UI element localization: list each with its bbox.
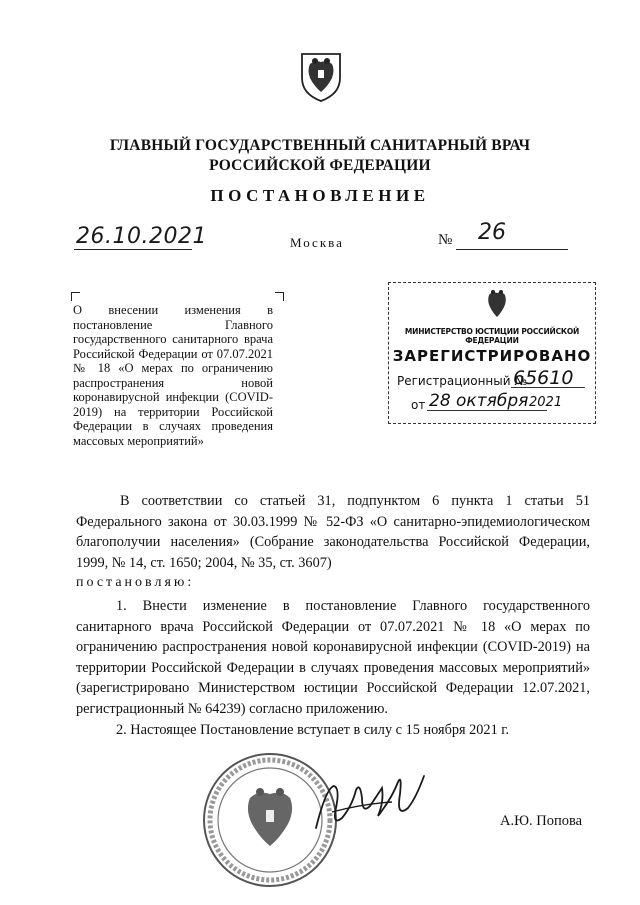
document-type: ПОСТАНОВЛЕНИЕ: [210, 186, 430, 205]
subject-bracket-right: [275, 292, 284, 301]
document-subject: О внесении изменения в постановление Главного государственного санитарного врача Российской Федерации от 07.07.2021 № 18 «О мерах по ограничению распространения новой коронавирусной инфекции (COVID-2019) на территории Российской Федерации в случаях проведения массовых мероприятий»: [73, 303, 273, 448]
date-underline: [74, 249, 192, 250]
authority-line-1: ГЛАВНЫЙ ГОСУДАРСТВЕННЫЙ САНИТАРНЫЙ ВРАЧ: [109, 137, 531, 154]
registration-stamp: [388, 282, 596, 424]
subject-bracket-left: [71, 292, 80, 301]
document-city: Москва: [290, 235, 344, 250]
stamp-reg-number: 65610: [513, 367, 574, 389]
stamp-date-underline: [427, 410, 547, 411]
item-1-paragraph: 1. Внести изменение в постановление Главного государственного санитарного врача Российской Федерации от 07.07.2021 № 18 «О мерах по ограничению распространения новой коронавирусной инфекции (COVID-2019) на территории Российской Федерации в случаях проведения массовых мероприятий» (зарегистрировано Министерством юстиции Российской Федерации 12.07.2021, регистрационный № 64239) согласно приложению.: [76, 598, 590, 717]
document-date: 26.10.2021: [76, 224, 207, 249]
stamp-reg-number-label: Регистрационный №: [397, 374, 527, 388]
stamp-date: 28 октября: [429, 391, 529, 411]
number-sign: №: [438, 232, 453, 248]
number-underline: [456, 249, 568, 250]
decree-word: постановляю:: [76, 575, 195, 590]
stamp-date-label: от: [411, 398, 426, 412]
stamp-status: ЗАРЕГИСТРИРОВАНО: [392, 347, 592, 365]
signer-name: А.Ю. Попова: [500, 813, 583, 829]
stamp-emblem-icon: [483, 287, 511, 321]
coat-of-arms-emblem: [296, 48, 346, 104]
item-2-paragraph: 2. Настоящее Постановление вступает в силу с 15 ноября 2021 г.: [116, 722, 510, 738]
authority-line-2: РОССИЙСКОЙ ФЕДЕРАЦИИ: [209, 157, 431, 174]
document-number: 26: [478, 220, 506, 245]
stamp-reg-number-underline: [511, 387, 585, 388]
stamp-year: 2021: [529, 395, 563, 410]
stamp-ministry: МИНИСТЕРСТВО ЮСТИЦИИ РОССИЙСКОЙ ФЕДЕРАЦИИ: [404, 327, 580, 345]
issuing-authority: [0, 136, 640, 176]
handwritten-signature: [312, 768, 428, 840]
preamble-paragraph: В соответствии со статьей 31, подпунктом 6 пункта 1 статьи 51 Федерального закона от 30.03.1999 № 52-ФЗ «О санитарно-эпидемиологическом благополучии населения» (Собрание законодательства Российской Федерации, 1999, № 14, ст. 1650; 2004, № 35, ст. 3607): [76, 493, 590, 571]
